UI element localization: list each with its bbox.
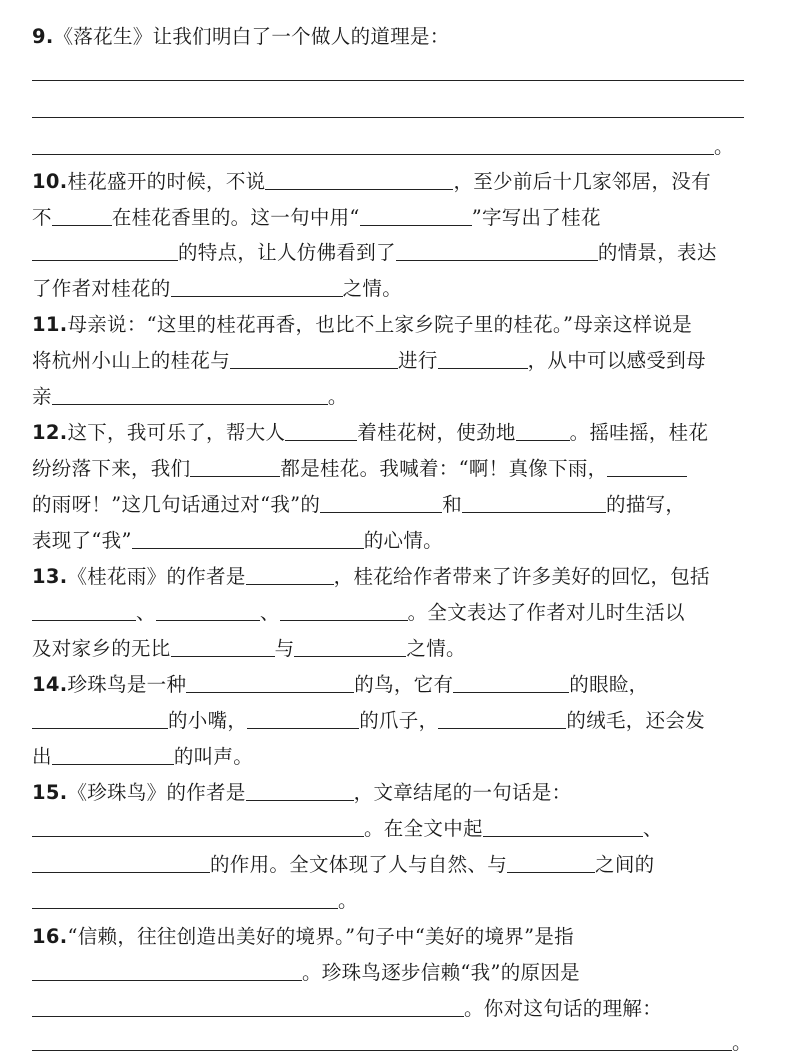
question-text: 的叫声。	[173, 745, 254, 768]
answer-blank[interactable]	[171, 274, 343, 297]
answer-blank[interactable]	[607, 454, 687, 477]
question-text: 着桂花树，使劲地	[357, 421, 516, 444]
question-9	[32, 20, 757, 54]
answer-blank[interactable]	[52, 203, 112, 226]
question-text: 表现了“我”	[32, 529, 132, 552]
question-text: 。	[732, 1031, 752, 1054]
question-text: 之情。	[406, 637, 466, 660]
question-text: 的作用。全文体现了人与自然、与	[210, 853, 508, 876]
answer-blank[interactable]	[285, 418, 357, 441]
question-14	[32, 668, 757, 702]
answer-blank[interactable]	[186, 670, 354, 693]
question-10	[32, 165, 757, 199]
answer-blank[interactable]	[171, 634, 275, 657]
answer-blank[interactable]	[32, 95, 744, 118]
answer-blank[interactable]	[230, 346, 398, 369]
answer-blank[interactable]	[32, 814, 364, 837]
question-text: 之情。	[342, 277, 403, 300]
question-text: 珍珠鸟是一种	[67, 673, 187, 696]
question-text: 将杭州小山上的桂花与	[32, 349, 231, 372]
question-text: ，至少前后十几家邻居，没有	[453, 170, 711, 193]
answer-blank[interactable]	[32, 598, 136, 621]
question-text: 的鸟，它有	[354, 673, 454, 696]
question-11	[32, 308, 757, 342]
question-text: 。你对这句话的理解：	[464, 997, 663, 1020]
question-text: 、	[259, 601, 280, 624]
question-text: 桂花盛开的时候，不说	[67, 170, 266, 193]
answer-blank[interactable]	[265, 167, 453, 190]
question-text: 。珍珠鸟逐步信赖“我”的原因是	[302, 961, 580, 984]
question-text: ，文章结尾的一句话是：	[353, 781, 572, 804]
question-text: 出	[32, 745, 52, 768]
answer-blank[interactable]	[453, 670, 569, 693]
question-number: 15.	[32, 781, 68, 804]
answer-blank[interactable]	[483, 814, 643, 837]
answer-blank[interactable]	[32, 886, 338, 909]
question-text: “信赖，往往创造出美好的境界。”句子中“美好的境界”是指	[67, 925, 574, 948]
answer-blank[interactable]	[438, 346, 528, 369]
question-text: 的爪子，	[359, 709, 439, 732]
question-number: 16.	[32, 925, 68, 948]
question-number: 14.	[32, 673, 68, 696]
question-text: ”字写出了桂花	[471, 206, 601, 229]
question-text: 、	[136, 601, 156, 624]
answer-blank[interactable]	[32, 132, 714, 155]
answer-blank[interactable]	[32, 706, 168, 729]
question-text: 、	[642, 817, 663, 840]
question-text: ，桂花给作者带来了许多美好的回忆，包括	[333, 565, 710, 588]
question-text: 与	[274, 637, 295, 660]
answer-blank[interactable]	[32, 850, 210, 873]
question-number: 13.	[32, 565, 68, 588]
question-text: 《桂花雨》的作者是	[67, 565, 246, 588]
answer-blank[interactable]	[32, 994, 464, 1017]
question-number: 10.	[32, 170, 68, 193]
question-text: 的绒毛，还会发	[566, 709, 706, 732]
question-text: 。	[338, 889, 358, 912]
answer-blank[interactable]	[246, 778, 354, 801]
answer-blank[interactable]	[462, 490, 606, 513]
question-text: 及对家乡的无比	[32, 637, 171, 660]
question-text: ，从中可以感受到母	[527, 349, 706, 372]
question-text: 的眼睑，	[569, 673, 649, 696]
question-text: 《落花生》让我们明白了一个做人的道理是：	[53, 25, 450, 48]
answer-blank[interactable]	[294, 634, 406, 657]
answer-blank[interactable]	[396, 238, 598, 261]
question-text: 。在全文中起	[364, 817, 483, 840]
answer-blank[interactable]	[246, 562, 334, 585]
question-text: 的特点，让人仿佛看到了	[178, 241, 396, 264]
question-text: 的小嘴，	[168, 709, 248, 732]
answer-blank[interactable]	[32, 958, 302, 981]
question-text: 和	[442, 493, 463, 516]
question-text: 。	[714, 135, 734, 158]
answer-blank[interactable]	[132, 526, 364, 549]
answer-blank[interactable]	[32, 1028, 732, 1051]
answer-blank[interactable]	[156, 598, 260, 621]
question-text: 。全文表达了作者对儿时生活以	[407, 601, 685, 624]
question-12	[32, 416, 757, 450]
question-13	[32, 560, 757, 594]
question-text: 《珍珠鸟》的作者是	[67, 781, 246, 804]
answer-blank[interactable]	[52, 742, 174, 765]
answer-blank[interactable]	[438, 706, 566, 729]
question-text: 这下，我可乐了，帮大人	[67, 421, 286, 444]
question-text: 都是桂花。我喊着：“啊！真像下雨，	[280, 457, 608, 480]
question-text: 的描写，	[606, 493, 686, 516]
answer-blank[interactable]	[52, 382, 328, 405]
question-16	[32, 920, 757, 954]
question-number: 12.	[32, 421, 68, 444]
question-number: 9.	[32, 25, 54, 48]
answer-blank[interactable]	[247, 706, 359, 729]
question-text: 进行	[398, 349, 438, 372]
answer-blank[interactable]	[280, 598, 408, 621]
answer-blank[interactable]	[190, 454, 280, 477]
answer-blank[interactable]	[32, 238, 178, 261]
question-text: 不	[32, 206, 52, 229]
question-text: 在桂花香里的。这一句中用“	[111, 206, 360, 229]
question-text: 。	[327, 385, 348, 408]
question-15	[32, 776, 757, 810]
answer-blank[interactable]	[507, 850, 595, 873]
question-text: 母亲说：“这里的桂花再香，也比不上家乡院子里的桂花。”母亲这样说是	[67, 313, 693, 336]
answer-blank[interactable]	[360, 203, 472, 226]
question-text: 。摇哇摇，桂花	[569, 421, 709, 444]
question-text: 的心情。	[363, 529, 443, 552]
question-text: 亲	[32, 385, 52, 408]
question-text: 了作者对桂花的	[32, 277, 171, 300]
question-text: 之间的	[595, 853, 655, 876]
answer-blank[interactable]	[516, 418, 570, 441]
answer-blank[interactable]	[320, 490, 442, 513]
question-text: 的雨呀！”这几句话通过对“我”的	[32, 493, 321, 516]
question-text: 的情景，表达	[597, 241, 717, 264]
answer-blank[interactable]	[32, 58, 744, 81]
question-number: 11.	[32, 313, 68, 336]
question-text: 纷纷落下来，我们	[32, 457, 191, 480]
